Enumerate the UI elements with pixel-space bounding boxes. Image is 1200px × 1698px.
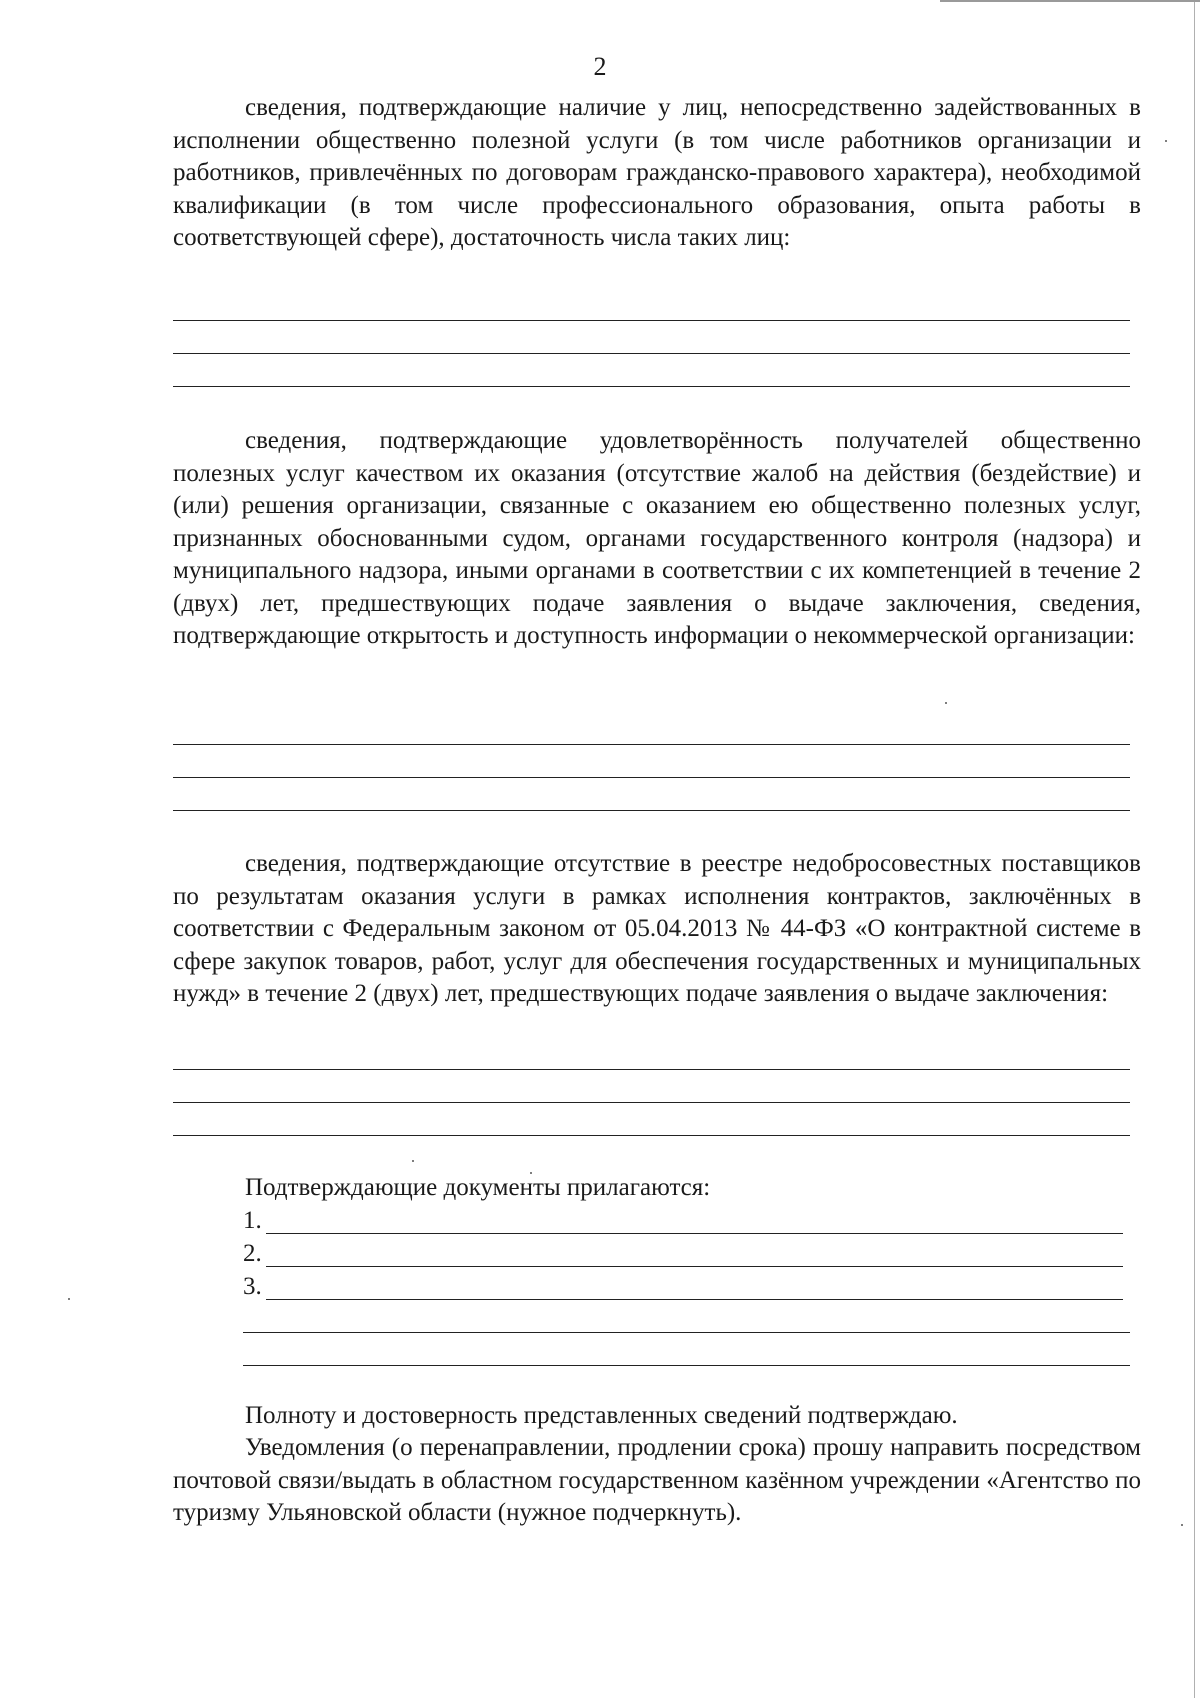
attachment-number-1: 1.	[243, 1207, 262, 1234]
attachments-heading: Подтверждающие документы прилагаются:	[245, 1174, 711, 1201]
fill-in-line[interactable]	[173, 320, 1130, 321]
fill-in-line[interactable]	[173, 744, 1130, 745]
fill-in-line[interactable]	[243, 1365, 1130, 1366]
attachment-number-2: 2.	[243, 1240, 262, 1267]
scan-speck	[530, 1172, 532, 1174]
satisfaction-paragraph: сведения, подтверждающие удовлетворённость получателей общественно полезных услуг качеством их оказания (отсутствие жалоб на действия (бездействие) и (или) решения организации, связанные с оказанием ею общественно полезных услуг, признанных обоснованными судом, органами государственного контроля (надзора) и муниципального надзора, иными органами в соответствии с их компетенцией в течение 2 (двух) лет, предшествующих подаче заявления о выдаче заключения, сведения, подтверждающие открытость и доступность информации о некоммерческой организации:	[173, 427, 1141, 649]
page-number: 2	[593, 52, 607, 81]
scan-speck	[1165, 140, 1167, 142]
notifications-paragraph: Уведомления (о перенаправлении, продлении срока) прошу направить посредством почтовой связи/выдать в областном государственном казённом учреждении «Агентство по туризму Ульяновской области (нужное подчеркнуть).	[173, 1434, 1141, 1526]
page-edge-shadow	[1194, 0, 1195, 1698]
attachment-line-2[interactable]	[266, 1266, 1123, 1267]
qualification-paragraph: сведения, подтверждающие наличие у лиц, непосредственно задействованных в исполнении общественно полезной услуги (в том числе работников организации и работников, привлечённых по договорам гражданско-правового характера), необходимой квалификации (в том числе профессионального образования, опыта работы в соответствующей сфере), достаточность числа таких лиц:	[173, 94, 1141, 251]
scan-speck	[68, 1298, 70, 1300]
attachment-line-1[interactable]	[266, 1233, 1123, 1234]
page-edge-top	[940, 0, 1200, 2]
fill-in-line[interactable]	[173, 810, 1130, 811]
fill-in-line[interactable]	[173, 1135, 1130, 1136]
scan-speck	[945, 702, 947, 704]
fill-in-line[interactable]	[173, 1069, 1130, 1070]
fill-in-line[interactable]	[173, 353, 1130, 354]
attachment-number-3: 3.	[243, 1273, 262, 1300]
fill-in-line[interactable]	[173, 777, 1130, 778]
attachment-line-3[interactable]	[266, 1299, 1123, 1300]
fill-in-line[interactable]	[173, 386, 1130, 387]
scan-speck	[1181, 1524, 1183, 1526]
registry-paragraph: сведения, подтверждающие отсутствие в реестре недобросовестных поставщиков по результатам оказания услуги в рамках исполнения контрактов, заключённых в соответствии с Федеральным законом от 05.04.2013 № 44-ФЗ «О контрактной системе в сфере закупок товаров, работ, услуг для обеспечения государственных и муниципальных нужд» в течение 2 (двух) лет, предшествующих подаче заявления о выдаче заключения:	[173, 850, 1141, 1007]
scan-speck	[412, 1160, 414, 1162]
fill-in-line[interactable]	[173, 1102, 1130, 1103]
confirmation-statement: Полноту и достоверность представленных сведений подтверждаю.	[245, 1402, 958, 1429]
fill-in-line[interactable]	[243, 1332, 1130, 1333]
